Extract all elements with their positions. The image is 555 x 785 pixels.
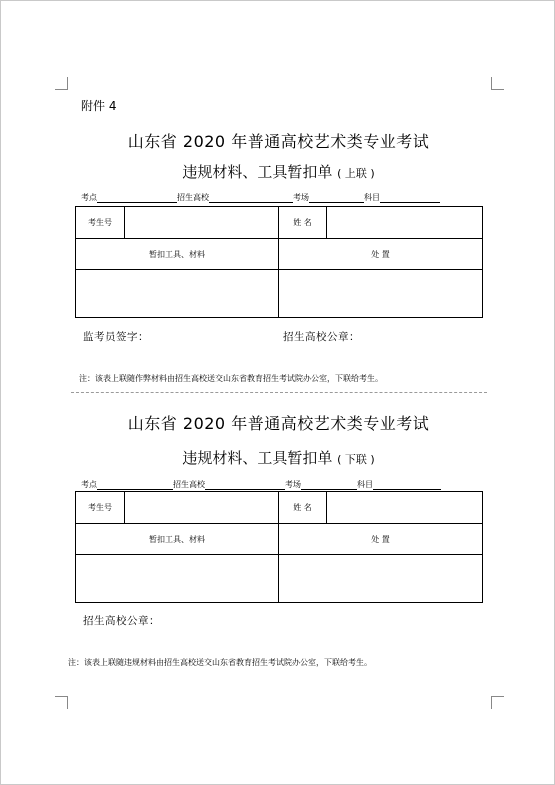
lower-exam-site-blank[interactable] bbox=[97, 481, 173, 490]
upper-school-seal: 招生高校公章： bbox=[283, 331, 360, 343]
lower-student-id-label: 考生号 bbox=[76, 492, 125, 524]
lower-info-line bbox=[81, 479, 471, 490]
crop-mark-top-left bbox=[55, 77, 68, 90]
upper-school-label: 招生高校 bbox=[177, 193, 209, 202]
upper-name-label: 姓 名 bbox=[279, 207, 327, 239]
upper-subtitle-part: ( 上联 ) bbox=[337, 167, 375, 180]
crop-mark-bottom-left bbox=[55, 696, 68, 709]
upper-note: 注：该表上联随作弊材料由招生高校送交山东省教育招生考试院办公室，下联给考生。 bbox=[79, 374, 383, 383]
upper-proctor-sign: 监考员签字： bbox=[83, 331, 149, 343]
lower-school-blank[interactable] bbox=[205, 481, 285, 490]
upper-subject-label: 科目 bbox=[364, 193, 380, 202]
upper-subtitle-main: 违规材料、工具暂扣单 bbox=[182, 163, 333, 181]
upper-items-cell[interactable] bbox=[76, 270, 279, 318]
upper-name-cell[interactable] bbox=[327, 207, 483, 239]
lower-school-seal: 招生高校公章： bbox=[83, 615, 160, 627]
lower-subject-label: 科目 bbox=[357, 480, 373, 489]
lower-student-id-cell[interactable] bbox=[125, 492, 279, 524]
lower-exam-site-label: 考点 bbox=[81, 480, 97, 489]
lower-form-table bbox=[75, 491, 483, 603]
lower-subject-blank[interactable] bbox=[373, 481, 441, 490]
upper-subject-blank[interactable] bbox=[380, 194, 440, 203]
lower-note: 注：该表上联随违规材料由招生高校送交山东省教育招生考试院办公室，下联给考生。 bbox=[68, 658, 372, 667]
lower-exam-room-blank[interactable] bbox=[301, 481, 357, 490]
upper-exam-room-label: 考场 bbox=[293, 193, 309, 202]
lower-exam-room-label: 考场 bbox=[285, 480, 301, 489]
crop-mark-top-right bbox=[491, 77, 504, 90]
upper-student-id-label: 考生号 bbox=[76, 207, 125, 239]
lower-subtitle-main: 违规材料、工具暂扣单 bbox=[182, 449, 333, 467]
cut-line bbox=[71, 392, 487, 393]
upper-exam-site-blank[interactable] bbox=[97, 194, 177, 203]
lower-disposal-cell[interactable] bbox=[279, 555, 483, 603]
attachment-label: 附件 4 bbox=[81, 99, 117, 113]
upper-disposal-label: 处 置 bbox=[279, 239, 483, 270]
lower-school-label: 招生高校 bbox=[173, 480, 205, 489]
lower-name-label: 姓 名 bbox=[279, 492, 327, 524]
lower-items-label: 暂扣工具、材料 bbox=[76, 524, 279, 555]
upper-items-label: 暂扣工具、材料 bbox=[76, 239, 279, 270]
upper-exam-room-blank[interactable] bbox=[309, 194, 364, 203]
lower-title: 山东省 2020 年普通高校艺术类专业考试 bbox=[127, 414, 430, 433]
upper-subtitle bbox=[1, 161, 555, 182]
lower-items-cell[interactable] bbox=[76, 555, 279, 603]
upper-school-blank[interactable] bbox=[209, 194, 293, 203]
upper-info-line bbox=[81, 192, 471, 203]
lower-disposal-label: 处 置 bbox=[279, 524, 483, 555]
lower-subtitle bbox=[1, 447, 555, 468]
crop-mark-bottom-right bbox=[491, 696, 504, 709]
lower-subtitle-part: ( 下联 ) bbox=[337, 453, 375, 466]
upper-title: 山东省 2020 年普通高校艺术类专业考试 bbox=[127, 132, 430, 151]
lower-name-cell[interactable] bbox=[327, 492, 483, 524]
upper-form-table bbox=[75, 206, 483, 318]
upper-exam-site-label: 考点 bbox=[81, 193, 97, 202]
upper-student-id-cell[interactable] bbox=[125, 207, 279, 239]
upper-disposal-cell[interactable] bbox=[279, 270, 483, 318]
